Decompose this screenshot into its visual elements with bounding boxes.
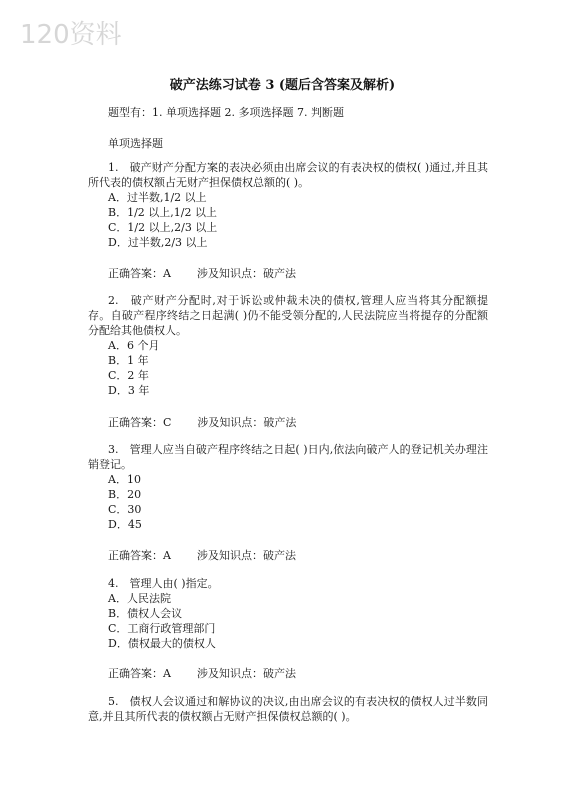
option-b: B．1/2 以上,1/2 以上: [108, 206, 217, 219]
question-stem: 2. 破产财产分配时,对于诉讼或仲裁未决的债权,管理人应当将其分配额提存。自破产程序终结之日起满( )仍不能受领分配的,人民法院应当将提存的分配额分配给其他债权人。: [88, 294, 488, 337]
option-a: A．过半数,1/2 以上: [108, 191, 207, 204]
watermark-logo: 120资料: [20, 20, 122, 50]
knowledge-value: 破产法: [263, 416, 297, 429]
question-stem: 1. 破产财产分配方案的表决必须由出席会议的有表决权的债权( )通过,并且其所代表的债权额占无财产担保债权总额的( )。: [88, 161, 488, 189]
answer-value: A: [163, 667, 171, 680]
answer-line-2: [108, 414, 296, 430]
question-3: [88, 442, 488, 532]
option-c: C．30: [108, 503, 142, 516]
question-5: [88, 694, 488, 724]
question-stem: 3. 管理人应当自破产程序终结之日起( )日内,依法向破产人的登记机关办理注销登记。: [88, 443, 488, 471]
page-title: 破产法练习试卷 3 (题后含答案及解析): [169, 78, 396, 93]
option-a: A．10: [108, 473, 141, 486]
option-b: B．1 年: [108, 354, 149, 367]
option-d: D．3 年: [108, 384, 150, 397]
answer-value: A: [163, 267, 171, 280]
answer-label: 正确答案：: [108, 416, 163, 429]
question-types-line: 题型有：1. 单项选择题 2. 多项选择题 7. 判断题: [108, 106, 344, 119]
knowledge-value: 破产法: [262, 549, 296, 562]
answer-label: 正确答案：: [108, 549, 163, 562]
option-c: C．工商行政管理部门: [108, 622, 216, 635]
option-b: B．债权人会议: [108, 607, 183, 620]
answer-line-4: [108, 665, 296, 681]
answer-label: 正确答案：: [108, 267, 163, 280]
option-a: A．人民法院: [108, 592, 171, 605]
answer-label: 正确答案：: [108, 667, 163, 680]
question-4: [88, 576, 488, 651]
question-1: [88, 160, 488, 250]
answer-line-3: [108, 547, 296, 563]
answer-line-1: [108, 265, 296, 281]
answer-value: C: [163, 416, 172, 429]
question-stem: 4. 管理人由( )指定。: [108, 577, 219, 590]
option-a: A．6 个月: [108, 339, 160, 352]
option-c: C．1/2 以上,2/3 以上: [108, 221, 218, 234]
option-d: D．45: [108, 518, 142, 531]
knowledge-label: 涉及知识点：: [196, 267, 263, 280]
question-stem: 5. 债权人会议通过和解协议的决议,由出席会议的有表决权的债权人过半数同意,并且其所代表的债权额占无财产担保债权总额的( )。: [88, 695, 488, 723]
knowledge-label: 涉及知识点：: [196, 549, 263, 562]
option-d: D．过半数,2/3 以上: [108, 236, 208, 249]
answer-value: A: [163, 549, 171, 562]
section-heading: 单项选择题: [108, 137, 163, 150]
knowledge-value: 破产法: [262, 667, 296, 680]
question-2: [88, 293, 488, 398]
option-d: D．债权最大的债权人: [108, 637, 216, 650]
option-c: C．2 年: [108, 369, 149, 382]
option-b: B．20: [108, 488, 142, 501]
knowledge-label: 涉及知识点：: [197, 416, 264, 429]
knowledge-value: 破产法: [262, 267, 296, 280]
knowledge-label: 涉及知识点：: [196, 667, 263, 680]
